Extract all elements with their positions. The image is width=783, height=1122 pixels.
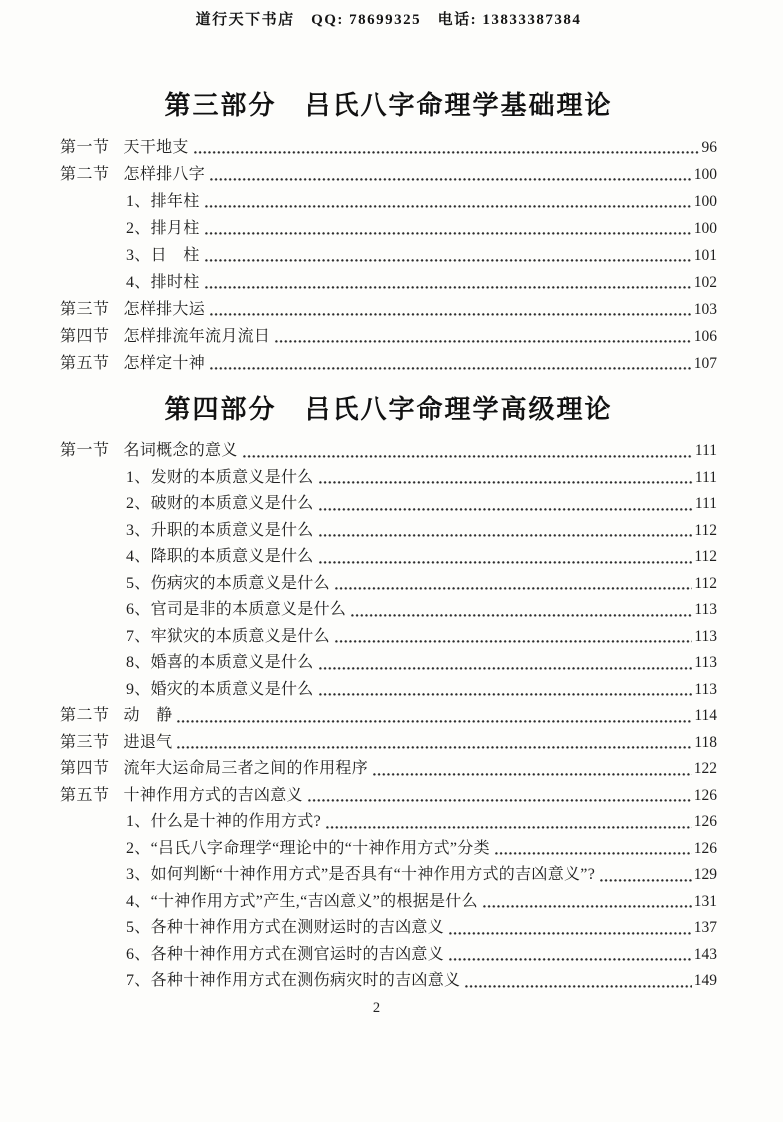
toc-entry-page-number: 112 [694,548,717,565]
dot-leader [600,879,692,882]
dot-leader [373,773,692,776]
toc-entry-page-number: 131 [693,892,717,910]
dot-leader [308,799,692,802]
dot-leader [335,587,692,590]
dot-leader [210,313,692,316]
toc-entry-title: 8、婚喜的本质意义是什么 [126,654,314,671]
dot-leader [210,367,692,370]
toc-entry-title: 2、排月柱 [126,220,200,237]
toc-entry-title: 天干地支 [123,139,189,156]
toc-entry-page-number: 118 [694,733,717,751]
toc-entry [60,215,717,242]
toc-entry [60,624,717,651]
part-title: 第四部分 吕氏八字命理学高级理论 [164,395,613,424]
toc-entry [60,862,717,889]
toc-entry-title: 6、官司是非的本质意义是什么 [126,601,347,618]
toc-entry-page-number: 112 [694,574,717,592]
toc-entry [60,889,717,916]
toc-entry [60,968,717,995]
toc-entry-section-label: 第四节 [60,760,110,777]
toc-entry-title: 9、婚灾的本质意义是什么 [126,680,314,698]
toc-entry-title: 1、发财的本质意义是什么 [126,468,314,486]
toc-entry-page-number: 100 [693,193,717,210]
toc-entry [60,161,717,188]
toc-entry-section-label: 第三节 [60,733,110,751]
toc-entry-page-number: 114 [694,707,717,724]
dot-leader [243,455,693,458]
toc-entry [60,730,717,757]
dot-leader [177,720,692,723]
dot-leader [194,151,700,154]
toc-entry-title: 1、什么是十神的作用方式? [126,813,322,830]
toc-entry-title: 3、日 柱 [126,247,200,264]
toc-entry [60,269,717,296]
toc-entry [60,597,717,624]
toc-entry-section-label: 第三节 [60,301,110,318]
toc-entry-title: 怎样排流年流月流日 [123,328,271,345]
toc-entry-title: 2、破财的本质意义是什么 [126,495,314,512]
toc-entry-section-label: 第五节 [60,786,110,804]
toc-entry-section-label: 第二节 [60,707,110,724]
toc-entry-title: 名词概念的意义 [123,442,238,459]
toc-entry [60,942,717,969]
toc-entry [60,491,717,518]
toc-entry [60,650,717,677]
dot-leader [319,481,693,484]
toc-section [60,393,717,995]
toc-entry-title: 3、如何判断“十神作用方式”是否具有“十神作用方式的吉凶意义”? [126,866,596,883]
toc-entry-page-number: 100 [693,220,717,237]
dot-leader [205,286,692,289]
dot-leader [210,178,692,181]
toc-entry-page-number: 111 [694,442,717,459]
toc-entry-page-number: 122 [693,760,717,777]
toc-entry-title: 5、伤病灾的本质意义是什么 [126,574,330,592]
toc-entry [60,518,717,545]
toc-entry-page-number: 113 [694,627,717,645]
toc-entry [60,544,717,571]
toc-entry-section-label: 第四节 [60,328,110,345]
toc-entry-title: 怎样排八字 [123,166,206,183]
toc-entry-page-number: 126 [693,839,717,857]
toc-entry-title: 3、升职的本质意义是什么 [126,521,314,539]
page-number: 2 [372,1000,381,1016]
toc-entry-title: 流年大运命局三者之间的作用程序 [123,760,369,777]
dot-leader [335,640,692,643]
toc-entry-page-number: 129 [693,866,717,883]
toc-entry-page-number: 112 [694,521,717,539]
toc-entry-title: 动 静 [123,707,173,724]
toc-entry [60,350,717,377]
toc-entry-page-number: 102 [693,274,717,291]
dot-leader [205,205,692,208]
dot-leader [177,746,692,749]
part-title: 第三部分 吕氏八字命理学基础理论 [164,91,613,120]
toc-entry [60,703,717,730]
toc-entry [60,242,717,269]
toc-entry-title: 6、各种十神作用方式在测官运时的吉凶意义 [126,945,445,963]
dot-leader [319,508,693,511]
dot-leader [205,232,692,235]
dot-leader [319,561,693,564]
toc-entry-title: 2、“吕氏八字命理学“理论中的“十神作用方式”分类 [126,839,490,857]
toc-entry [60,296,717,323]
toc-entry-page-number: 126 [693,813,717,830]
toc-entry-page-number: 113 [694,680,717,698]
toc-entry-title: 1、排年柱 [126,193,200,210]
toc-entry-section-label: 第一节 [60,139,110,156]
toc-entry-page-number: 107 [693,355,717,372]
dot-leader [449,932,692,935]
toc-entry-title: 4、“十神作用方式”产生,“吉凶意义”的根据是什么 [126,892,478,910]
toc-section [60,89,717,377]
toc-entry-title: 十神作用方式的吉凶意义 [123,786,303,804]
table-of-contents [60,89,717,995]
toc-entry-page-number: 143 [693,945,717,963]
dot-leader [351,614,692,617]
toc-entry-section-label: 第一节 [60,442,110,459]
toc-entry-section-label: 第二节 [60,166,110,183]
toc-entry-page-number: 103 [693,301,717,318]
toc-entry [60,809,717,836]
dot-leader [319,534,693,537]
toc-entry-page-number: 106 [693,328,717,345]
toc-entry [60,438,717,465]
toc-entry-title: 4、排时柱 [126,274,200,291]
toc-entry [60,836,717,863]
toc-entry-title: 怎样排大运 [123,301,206,318]
dot-leader [495,852,692,855]
toc-entry-page-number: 113 [694,654,717,671]
dot-leader [449,958,692,961]
toc-entry [60,323,717,350]
toc-entry-page-number: 137 [693,919,717,936]
dot-leader [326,826,692,829]
toc-entry-title: 进退气 [123,733,173,751]
toc-entry-page-number: 126 [693,786,717,804]
toc-entry [60,571,717,598]
dot-leader [483,905,692,908]
toc-entry [60,188,717,215]
toc-entry-title: 4、降职的本质意义是什么 [126,548,314,565]
dot-leader [465,985,691,988]
toc-entry-page-number: 113 [694,601,717,618]
dot-leader [319,667,693,670]
dot-leader [205,259,692,262]
toc-entry [60,783,717,810]
toc-entry-title: 7、牢狱灾的本质意义是什么 [126,627,330,645]
toc-entry [60,677,717,704]
dot-leader [275,340,692,343]
toc-entry [60,465,717,492]
toc-entry [60,134,717,161]
toc-entry-section-label: 第五节 [60,355,110,372]
toc-entry [60,915,717,942]
toc-entry-page-number: 111 [694,495,717,512]
dot-leader [319,693,693,696]
toc-entry-page-number: 101 [693,247,717,264]
toc-entry-page-number: 96 [701,139,717,156]
bookstore-watermark: 道行天下书店 QQ: 78699325 电话: 13833387384 [195,12,582,28]
toc-entry-title: 5、各种十神作用方式在测财运时的吉凶意义 [126,919,445,936]
toc-entry-page-number: 149 [693,972,717,989]
toc-entry-page-number: 111 [694,468,717,486]
toc-entry [60,756,717,783]
toc-entry-page-number: 100 [693,166,717,183]
toc-entry-title: 怎样定十神 [123,355,206,372]
toc-entry-title: 7、各种十神作用方式在测伤病灾时的吉凶意义 [126,972,461,989]
